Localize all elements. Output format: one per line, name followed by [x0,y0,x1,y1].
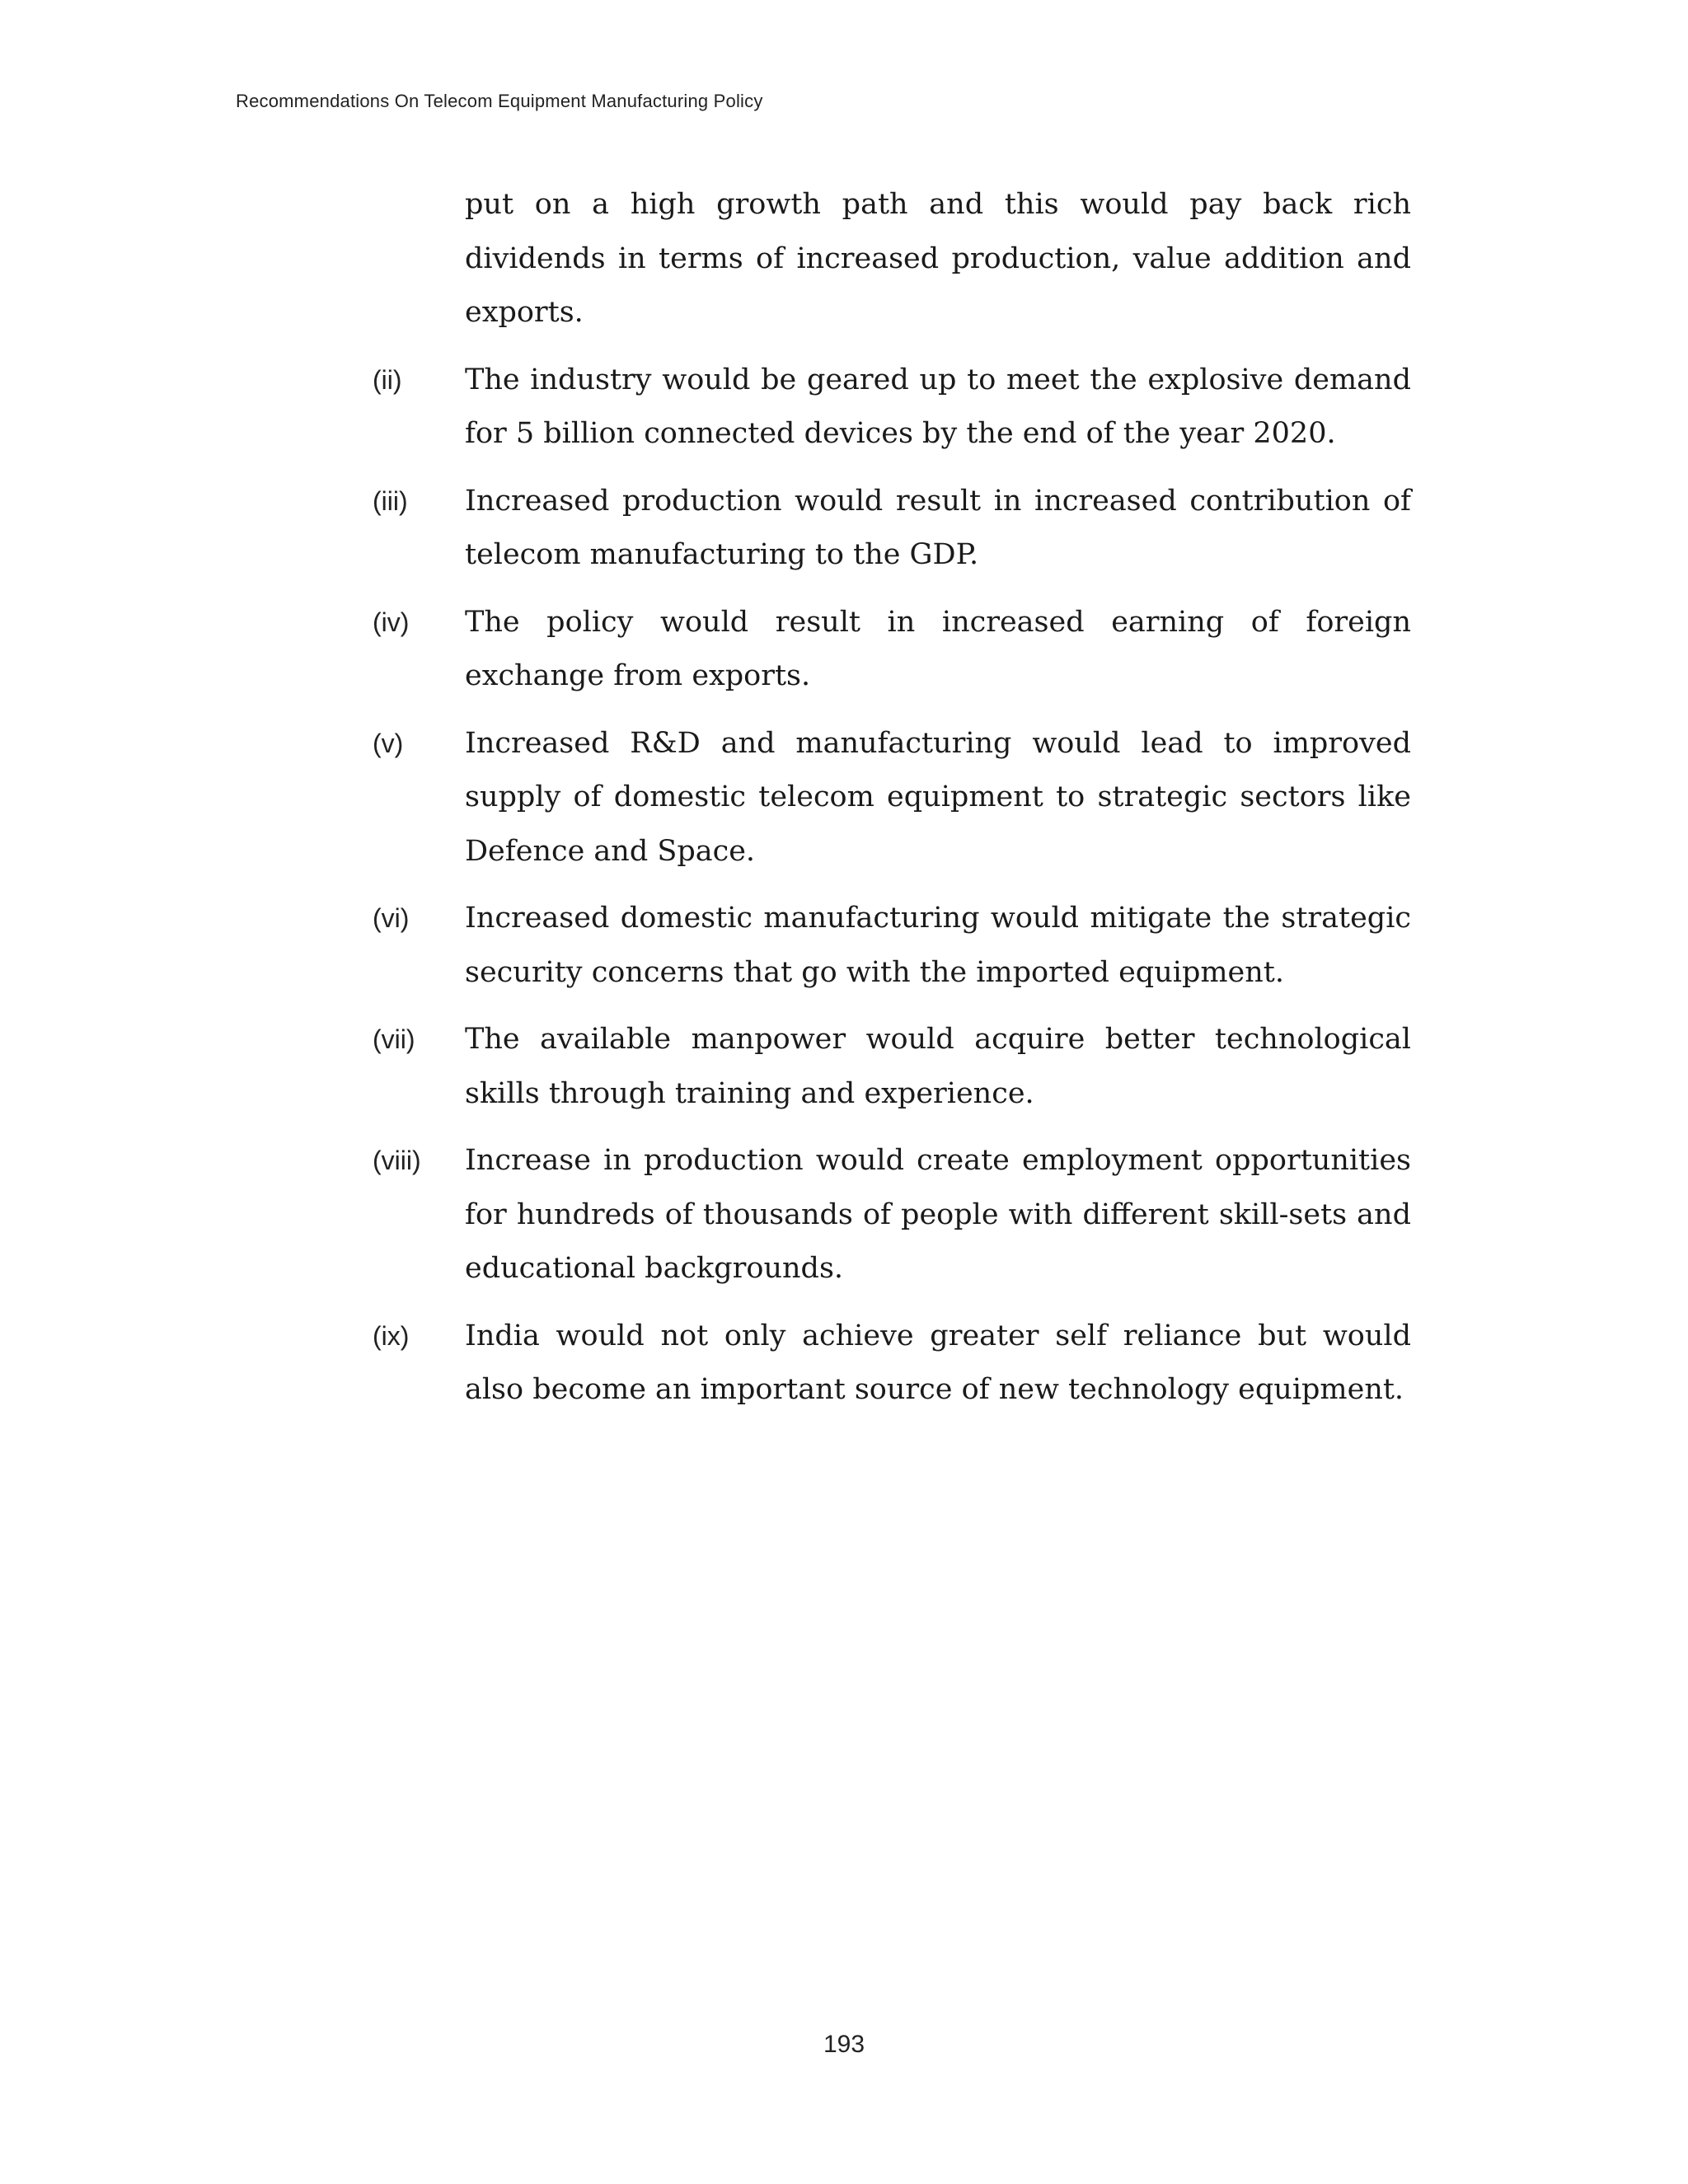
list-item-text: The available manpower would acquire better technological skills through training and experience. [465,1023,1411,1110]
list-marker: (vi) [373,903,410,933]
list-item-text: Increased production would result in increased contribution of telecom manufacturing to the GDP. [465,484,1411,571]
list-item-text: The policy would result in increased earning of foreign exchange from exports. [465,605,1411,692]
list-item-text: Increased domestic manufacturing would mitigate the strategic security concerns that go with the imported equipment. [465,902,1411,989]
list-item [373,596,1411,704]
continued-paragraph: put on a high growth path and this would pay back rich dividends in terms of increased production, value addition and exports. [465,188,1411,329]
list-item [373,1134,1411,1296]
list-marker: (iv) [373,607,410,637]
running-header: Recommendations On Telecom Equipment Manufacturing Policy [236,91,763,111]
list-item [373,1310,1411,1418]
list-marker: (v) [373,728,404,758]
list-item-text: India would not only achieve greater self reliance but would also become an important source of new technology equipment. [465,1319,1411,1406]
list-item-text: Increased R&D and manufacturing would lead to improved supply of domestic telecom equipment to strategic sectors like Defence and Space. [465,726,1411,868]
list-marker: (viii) [373,1146,421,1175]
list-item-text: The industry would be geared up to meet the explosive demand for 5 billion connected devices by the end of the year 2020. [465,363,1411,450]
list-marker: (ix) [373,1320,410,1351]
document-body [373,178,1411,1431]
list-item [373,354,1411,462]
list-item [373,475,1411,583]
page-number: 193 [823,2031,865,2058]
list-item [373,1013,1411,1121]
list-item [373,892,1411,1000]
list-marker: (vii) [373,1024,415,1054]
list-item-text: Increase in production would create employment opportunities for hundreds of thousands of people with different skill-sets and educational backgrounds. [465,1144,1411,1285]
list-item [373,717,1411,879]
list-marker: (iii) [373,485,408,516]
list-marker: (ii) [373,364,402,395]
